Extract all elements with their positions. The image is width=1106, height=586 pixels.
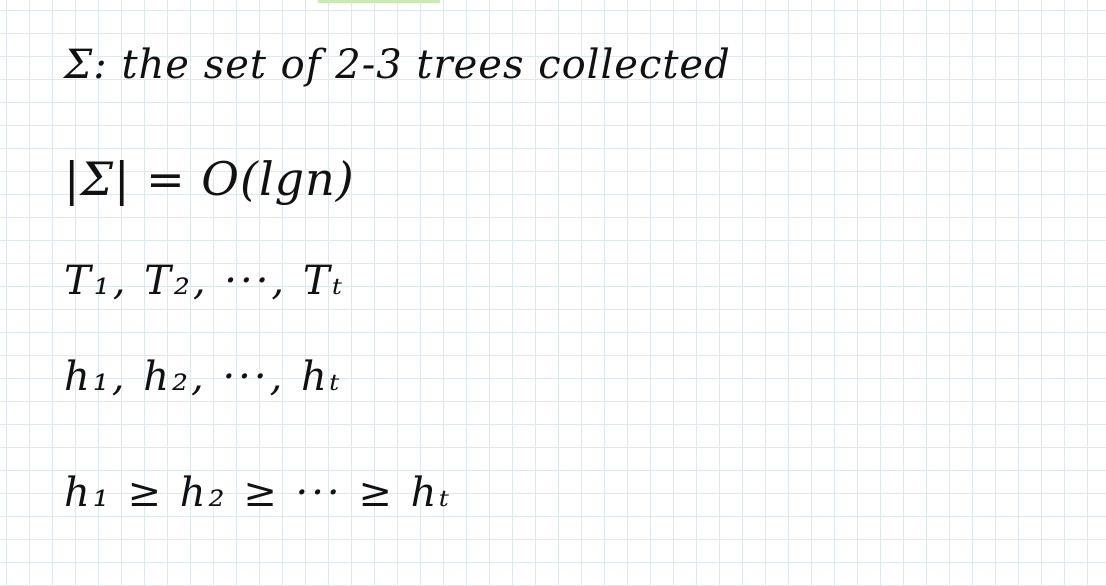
definition-sigma-line: Σ: the set of 2-3 trees collected <box>64 42 731 88</box>
height-ordering-line: h₁ ≥ h₂ ≥ ··· ≥ hₜ <box>64 470 453 516</box>
cardinality-bound-line: |Σ| = O(lgn) <box>64 152 355 206</box>
trees-sequence-line: T₁, T₂, ···, Tₜ <box>64 258 346 304</box>
heights-sequence-line: h₁, h₂, ···, hₜ <box>64 354 343 400</box>
top-accent-bar <box>318 0 440 3</box>
